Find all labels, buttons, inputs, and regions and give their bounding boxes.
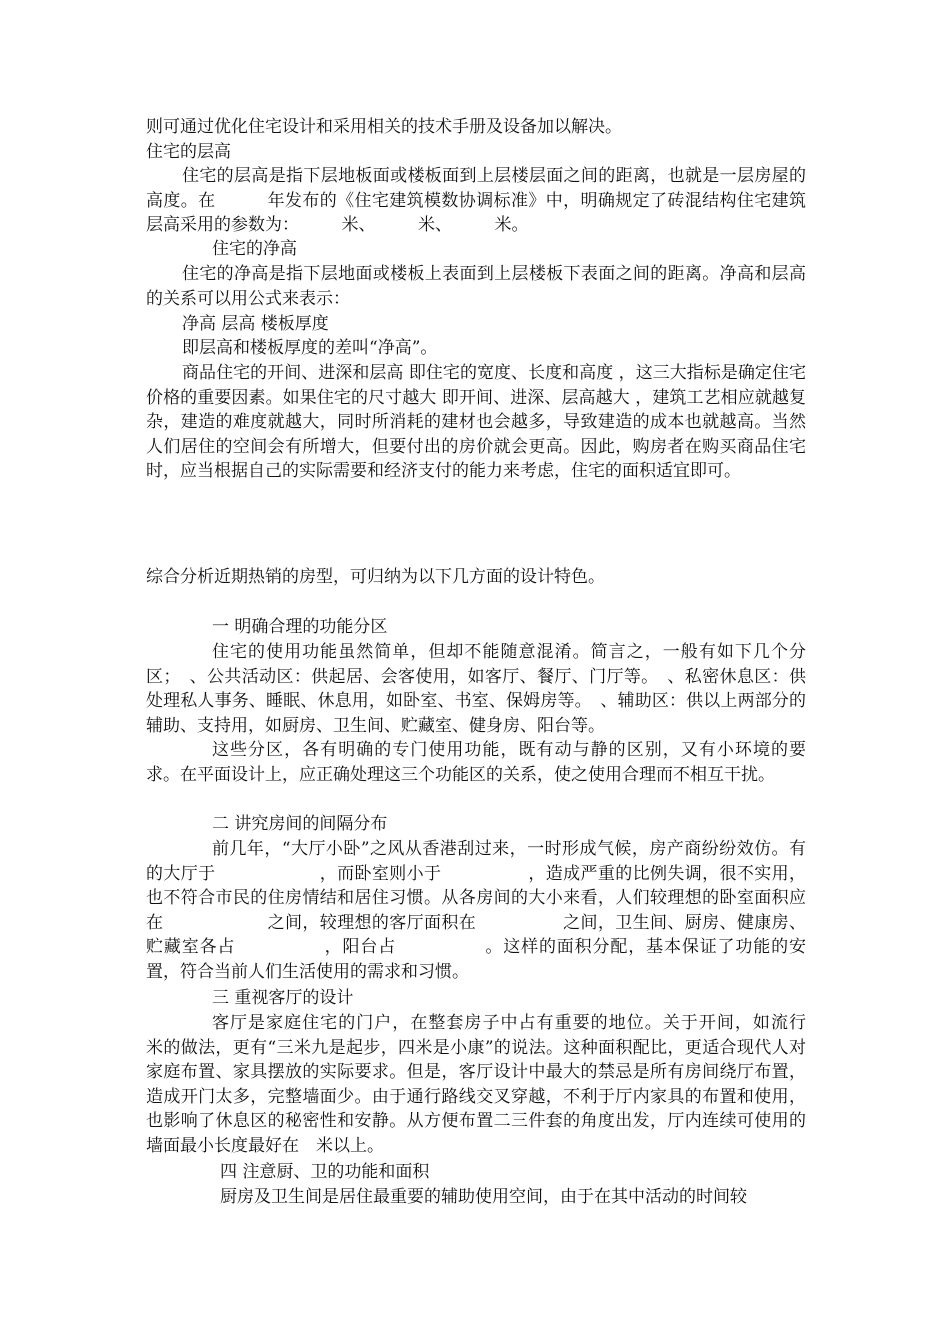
heading-section-4: 四 注意厨、卫的功能和面积 (220, 1162, 430, 1182)
paragraph-summary: 综合分析近期热销的房型，可归纳为以下几方面的设计特色。 (146, 567, 605, 587)
paragraph-clear-height: 住宅的净高是指下层地面或楼板上表面到上层楼板下表面之间的距离。净高和层高的关系可以用公式来表示： (146, 264, 806, 309)
heading-floor-height: 住宅的层高 (146, 142, 231, 162)
paragraph-section-2: 前几年，“大厅小卧”之风从香港刮过来，一时形成气候，房产商纷纷效仿。有的大厅于 ，而卧室则小于 ，造成严重的比例失调，很不实用，也不符合市民的住房情结和居住习惯。从各房间的大小来看，人们较理想的卧室面积应在 之间，较理想的客厅面积在 之间，卫生间、厨房、健康房、贮藏室各占 ，阳台占 。这样的面积分配，基本保证了功能的安置，符合当前人们生活使用的需求和习惯。 (146, 839, 806, 982)
paragraph-difference: 即层高和楼板厚度的差叫“净高”。 (182, 338, 438, 358)
heading-section-1: 一 明确合理的功能分区 (212, 617, 388, 637)
heading-clear-height: 住宅的净高 (212, 239, 297, 259)
paragraph-section-1b: 这些分区，各有明确的专门使用功能，既有动与静的区别，又有小环境的要求。在平面设计上，应正确处理这三个功能区的关系，使之使用合理而不相互干扰。 (146, 740, 806, 785)
formula-line: 净高 层高 楼板厚度 (182, 314, 329, 334)
paragraph-price: 商品住宅的开间、进深和层高 即住宅的宽度、长度和高度 ，这三大指标是确定住宅价格的重要因素。如果住宅的尺寸越大 即开间、进深、层高越大 ，建筑工艺相应就越复杂，建造的难度就越大，同时所消耗的建材也会越多，导致建造的成本也就越高。当然人们居住的空间会有所增大，但要付出的房价就会更高。因此，购房者在购买商品住宅时，应当根据自己的实际需要和经济支付的能力来考虑，住宅的面积适宜即可。 (146, 363, 806, 482)
heading-section-3: 三 重视客厅的设计 (212, 988, 354, 1008)
paragraph-section-3: 客厅是家庭住宅的门户，在整套房子中占有重要的地位。关于开间，如流行 米的做法，更有“三米九是起步，四米是小康”的说法。这种面积配比，更适合现代人对家庭布置、家具摆放的实际要求。但是，客厅设计中最大的禁忌是所有房间绕厅布置，造成开门太多，完整墙面少。由于通行路线交叉穿越，不利于厅内家具的布置和使用，也影响了休息区的秘密性和安静。从方便布置二三件套的角度出发，厅内连续可使用的墙面最小长度最好在 米以上。 (146, 1013, 840, 1156)
intro-tail-line: 则可通过优化住宅设计和采用相关的技术手册及设备加以解决。 (146, 117, 622, 137)
heading-section-2: 二 讲究房间的间隔分布 (212, 814, 388, 834)
paragraph-section-1: 住宅的使用功能虽然简单，但却不能随意混淆。简言之，一般有如下几个分区； 、公共活动区：供起居、会客使用，如客厅、餐厅、门厅等。 、私密休息区：供处理私人事务、睡眠、休息用，如卧室、书室、保姆房等。 、辅助区：供以上两部分的辅助、支持用，如厨房、卫生间、贮藏室、健身房、阳台等。 (146, 642, 806, 736)
paragraph-section-4: 厨房及卫生间是居住最重要的辅助使用空间，由于在其中活动的时间较 (220, 1187, 747, 1207)
paragraph-floor-height: 住宅的层高是指下层地板面或楼板面到上层楼层面之间的距离，也就是一层房屋的高度。在 年发布的《住宅建筑模数协调标准》中，明确规定了砖混结构住宅建筑层高采用的参数为： 米、 米、 米。 (146, 166, 806, 236)
